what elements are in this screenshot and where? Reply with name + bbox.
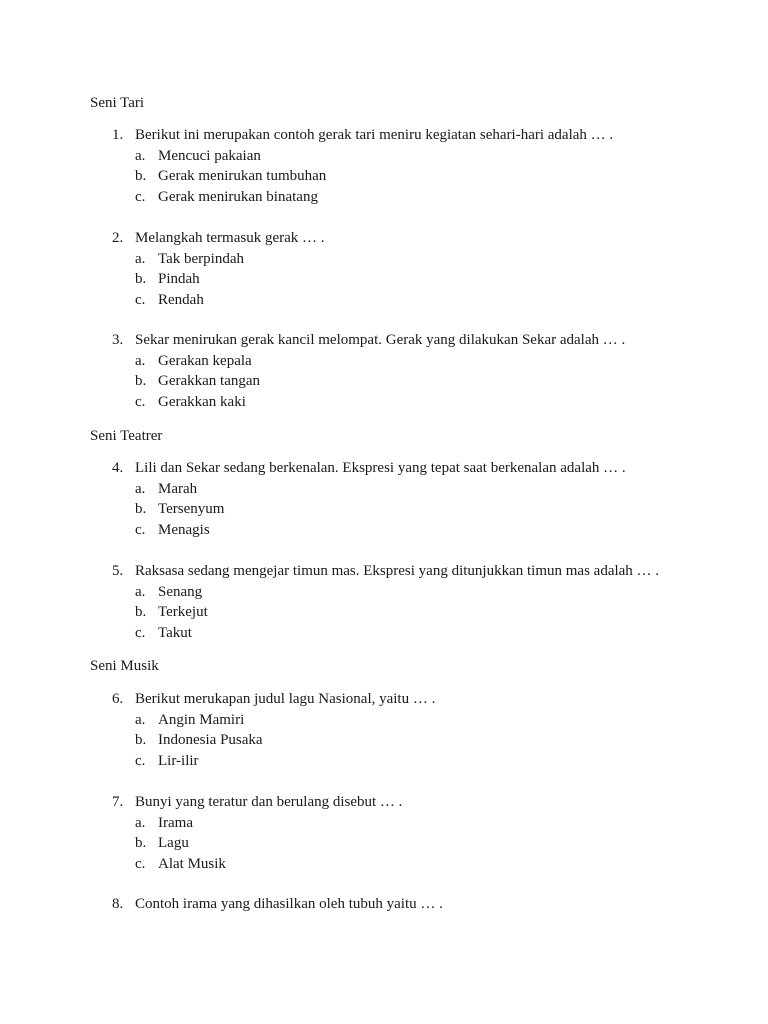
option-text: Gerak menirukan tumbuhan (158, 168, 327, 184)
option-letter: c. (135, 752, 146, 769)
option-a (0, 710, 768, 731)
option-letter: b. (135, 604, 147, 620)
option-c (0, 520, 768, 541)
section-heading: Seni Musik (90, 658, 159, 674)
option-letter: b. (135, 373, 147, 389)
question-text: Berikut ini merupakan contoh gerak tari meniru kegiatan sehari-hari adalah … . (135, 127, 614, 143)
question-text: Berikut merukapan judul lagu Nasional, yaitu … . (135, 691, 436, 707)
option-letter: a. (135, 250, 146, 267)
option-letter: c. (135, 624, 146, 641)
option-letter: b. (135, 168, 147, 184)
question-6 (0, 689, 768, 771)
option-b (0, 730, 768, 751)
option-text: Tersenyum (158, 501, 225, 517)
option-letter: a. (135, 711, 146, 728)
option-text: Gerakan kepala (158, 352, 252, 369)
option-text: Takut (158, 624, 192, 641)
option-a (0, 813, 768, 834)
option-letter: c. (135, 521, 146, 538)
option-text: Marah (158, 480, 198, 497)
option-letter: b. (135, 501, 147, 517)
option-a (0, 479, 768, 500)
option-letter: a. (135, 583, 146, 600)
option-letter: b. (135, 732, 147, 748)
option-text: Tak berpindah (158, 250, 245, 267)
question-number: 4. (112, 460, 124, 476)
section-heading: Seni Tari (90, 95, 145, 111)
option-a (0, 582, 768, 603)
question-text: Melangkah termasuk gerak … . (135, 230, 325, 246)
option-letter: c. (135, 393, 146, 410)
option-letter: a. (135, 480, 146, 497)
option-a (0, 146, 768, 167)
option-b (0, 269, 768, 290)
option-b (0, 833, 768, 854)
option-letter: b. (135, 835, 147, 851)
option-letter: c. (135, 188, 146, 205)
option-text: Lagu (158, 835, 189, 851)
question-2 (0, 228, 768, 310)
option-c (0, 854, 768, 875)
option-text: Angin Mamiri (158, 711, 245, 728)
question-3 (0, 330, 768, 412)
question-7 (0, 792, 768, 874)
question-text: Sekar menirukan gerak kancil melompat. Gerak yang dilakukan Sekar adalah … . (135, 332, 626, 348)
question-number: 6. (112, 691, 124, 707)
question-text: Contoh irama yang dihasilkan oleh tubuh yaitu … . (135, 896, 443, 912)
option-b (0, 499, 768, 520)
option-letter: c. (135, 291, 146, 308)
question-number: 8. (112, 896, 124, 912)
option-text: Gerak menirukan binatang (158, 188, 318, 205)
question-8 (0, 894, 768, 915)
option-c (0, 623, 768, 644)
question-number: 7. (112, 794, 124, 810)
option-text: Gerakkan kaki (158, 393, 246, 410)
question-number: 5. (112, 563, 124, 579)
option-b (0, 371, 768, 392)
option-text: Gerakkan tangan (158, 373, 261, 389)
option-text: Pindah (158, 271, 200, 287)
option-letter: b. (135, 271, 147, 287)
question-number: 2. (112, 230, 124, 246)
option-text: Alat Musik (158, 855, 226, 872)
question-text: Raksasa sedang mengejar timun mas. Ekspresi yang ditunjukkan timun mas adalah … . (135, 563, 660, 579)
option-text: Indonesia Pusaka (158, 732, 263, 748)
option-c (0, 290, 768, 311)
question-number: 1. (112, 127, 124, 143)
option-text: Mencuci pakaian (158, 147, 261, 164)
option-a (0, 351, 768, 372)
question-text: Lili dan Sekar sedang berkenalan. Ekspresi yang tepat saat berkenalan adalah … . (135, 460, 626, 476)
option-letter: a. (135, 814, 146, 831)
question-text: Bunyi yang teratur dan berulang disebut … . (135, 794, 403, 810)
option-b (0, 602, 768, 623)
option-text: Menagis (158, 521, 210, 538)
section-heading: Seni Teatrer (90, 428, 163, 444)
option-text: Rendah (158, 291, 204, 308)
option-letter: a. (135, 352, 146, 369)
question-1 (0, 125, 768, 207)
option-text: Lir-ilir (158, 752, 199, 769)
option-letter: c. (135, 855, 146, 872)
option-c (0, 751, 768, 772)
question-number: 3. (112, 332, 124, 348)
option-text: Terkejut (158, 604, 208, 620)
option-text: Irama (158, 814, 193, 831)
option-letter: a. (135, 147, 146, 164)
option-c (0, 187, 768, 208)
option-c (0, 392, 768, 413)
option-b (0, 166, 768, 187)
question-5 (0, 561, 768, 643)
option-a (0, 249, 768, 270)
question-4 (0, 458, 768, 540)
option-text: Senang (158, 583, 203, 600)
